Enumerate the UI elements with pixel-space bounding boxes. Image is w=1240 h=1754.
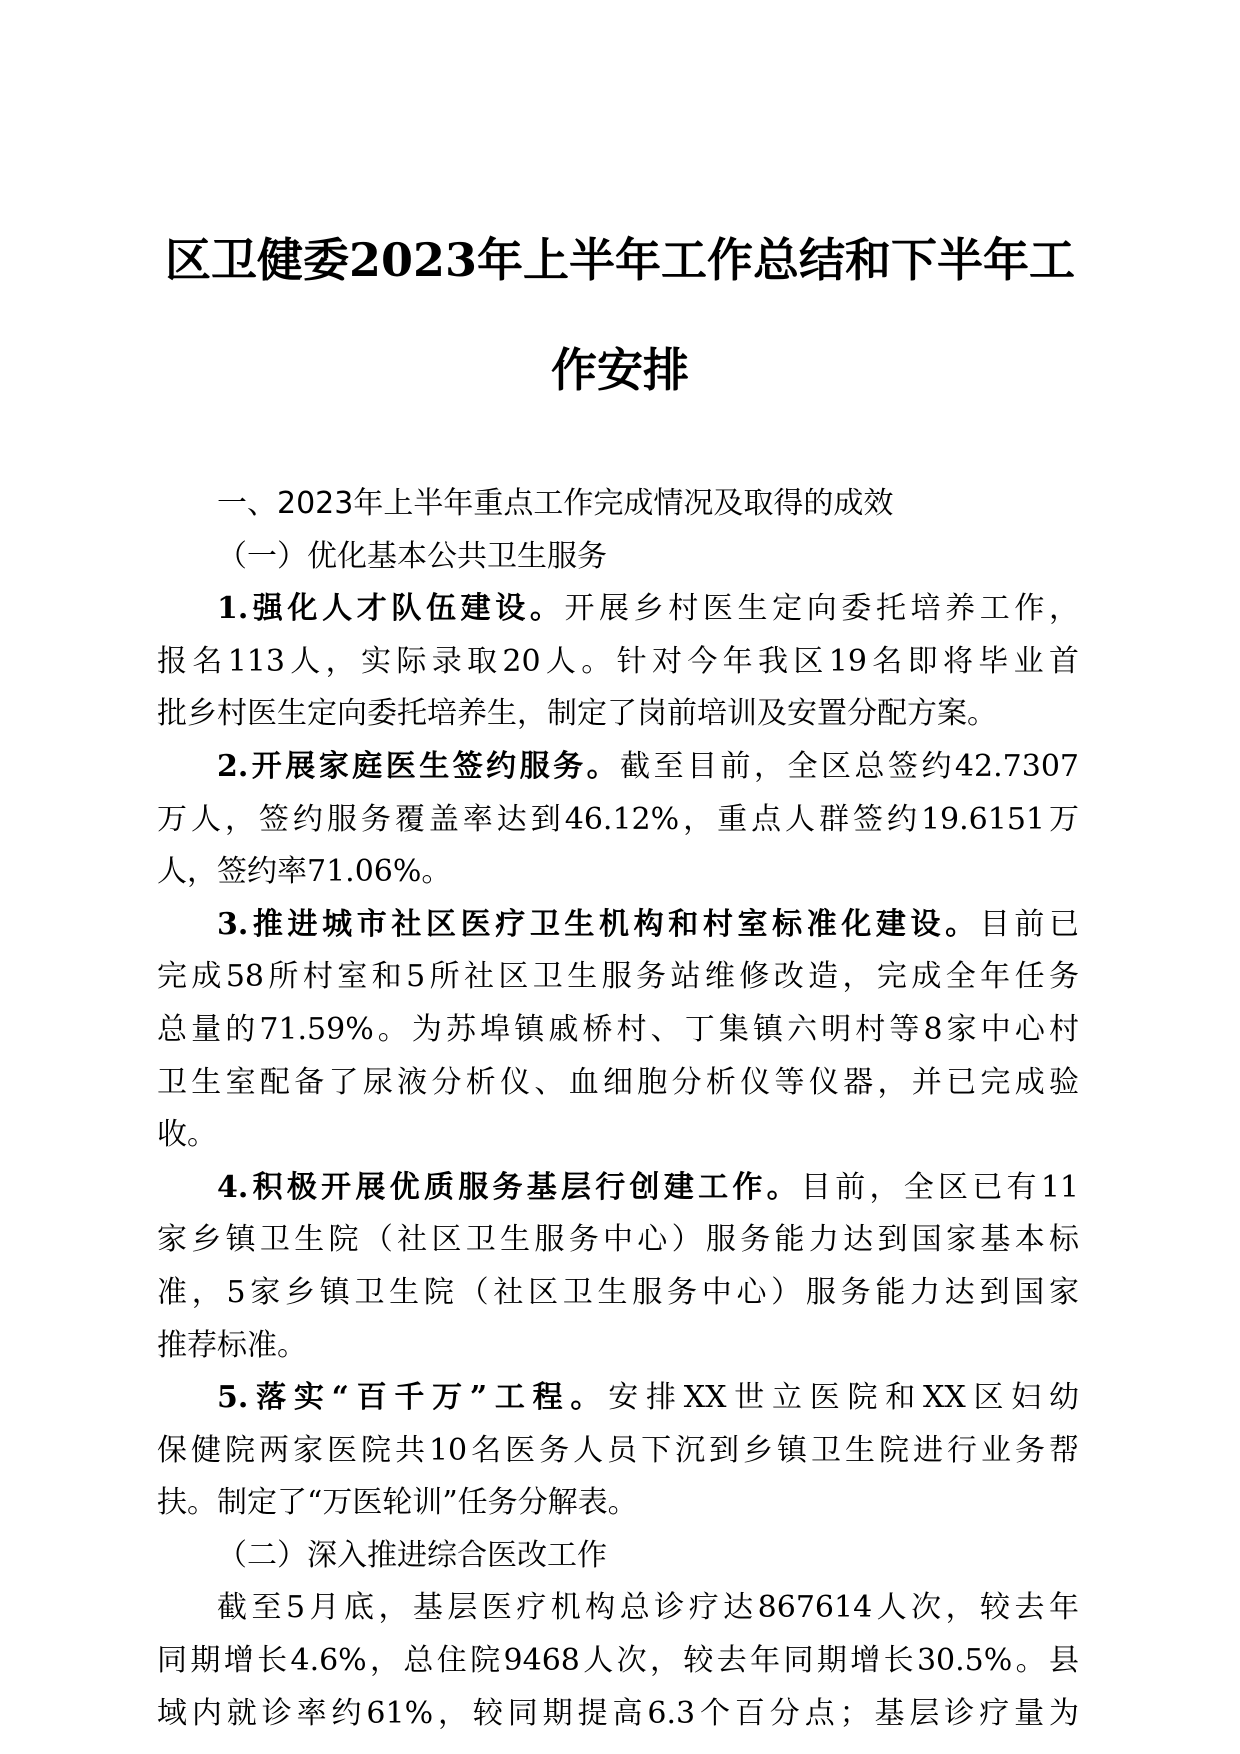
paragraph-item-1 xyxy=(157,583,1079,741)
paragraph-line: 推荐标准。 xyxy=(157,1327,307,1363)
paragraph-line: 准，5家乡镇卫生院（社区卫生服务中心）服务能力达到国家 xyxy=(157,1274,1079,1310)
paragraph-line xyxy=(157,1372,1079,1425)
paragraph-line: 总量的71.59%。为苏埠镇戚桥村、丁集镇六明村等8家中心村 xyxy=(157,1011,1079,1047)
paragraph-line: 截至5月底，基层医疗机构总诊疗达867614人次，较去年 xyxy=(217,1590,1079,1626)
paragraph-line: 批乡村医生定向委托培养生，制定了岗前培训及安置分配方案。 xyxy=(157,696,997,732)
paragraph-medical-reform xyxy=(157,1582,1079,1740)
item-lead: 1.强化人才队伍建设。 xyxy=(217,591,565,627)
paragraph-item-3 xyxy=(157,899,1079,1162)
paragraph-line xyxy=(157,1162,1079,1215)
item-text: 开展乡村医生定向委托培养工作， xyxy=(564,591,1079,627)
paragraph-item-4 xyxy=(157,1162,1079,1372)
paragraph-line: 万人，签约服务覆盖率达到46.12%，重点人群签约19.6151万 xyxy=(157,801,1079,837)
paragraph-line: 报名113人，实际录取20人。针对今年我区19名即将毕业首 xyxy=(157,643,1079,679)
paragraph-item-5 xyxy=(157,1372,1079,1530)
item-lead: 5.落实“百千万”工程。 xyxy=(217,1380,609,1416)
paragraph-line: 域内就诊率约61%，较同期提高6.3个百分点；基层诊疗量为 xyxy=(157,1695,1079,1731)
item-text: 目前，全区已有11 xyxy=(800,1169,1079,1205)
item-lead: 2.开展家庭医生签约服务。 xyxy=(217,748,621,784)
paragraph-line: 完成58所村室和5所社区卫生服务站维修改造，完成全年任务 xyxy=(157,959,1079,995)
paragraph-line: 扶。制定了“万医轮训”任务分解表。 xyxy=(157,1485,638,1521)
paragraph-item-2 xyxy=(157,741,1079,899)
paragraph-line xyxy=(157,741,1079,794)
paragraph-line: 人，签约率71.06%。 xyxy=(157,854,452,890)
item-text: 安排XX世立医院和XX区妇幼 xyxy=(608,1380,1079,1416)
document-body xyxy=(157,478,1079,1740)
paragraph-line: 同期增长4.6%，总住院9468人次，较去年同期增长30.5%。县 xyxy=(157,1643,1079,1679)
paragraph-line: 家乡镇卫生院（社区卫生服务中心）服务能力达到国家基本标 xyxy=(157,1222,1079,1258)
paragraph-line: 卫生室配备了尿液分析仪、血细胞分析仪等仪器，并已完成验 xyxy=(157,1064,1079,1100)
paragraph-line: 收。 xyxy=(157,1117,217,1153)
item-lead: 3.推进城市社区医疗卫生机构和村室标准化建设。 xyxy=(217,906,980,942)
item-text: 目前已 xyxy=(979,906,1080,942)
document-title-line-2: 作安排 xyxy=(551,343,689,397)
subsection-heading-1: （一）优化基本公共卫生服务 xyxy=(217,538,607,574)
document-title-line-1: 区卫健委2023年上半年工作总结和下半年工 xyxy=(164,233,1076,287)
subsection-heading-2: （二）深入推进综合医改工作 xyxy=(217,1537,607,1573)
paragraph-line xyxy=(157,899,1079,952)
section-heading: 一、2023年上半年重点工作完成情况及取得的成效 xyxy=(217,486,894,521)
paragraph-line xyxy=(157,583,1079,636)
item-lead: 4.积极开展优质服务基层行创建工作。 xyxy=(217,1169,801,1205)
item-text: 截至目前，全区总签约42.7307 xyxy=(620,748,1079,784)
paragraph-line: 保健院两家医院共10名医务人员下沉到乡镇卫生院进行业务帮 xyxy=(157,1432,1079,1468)
